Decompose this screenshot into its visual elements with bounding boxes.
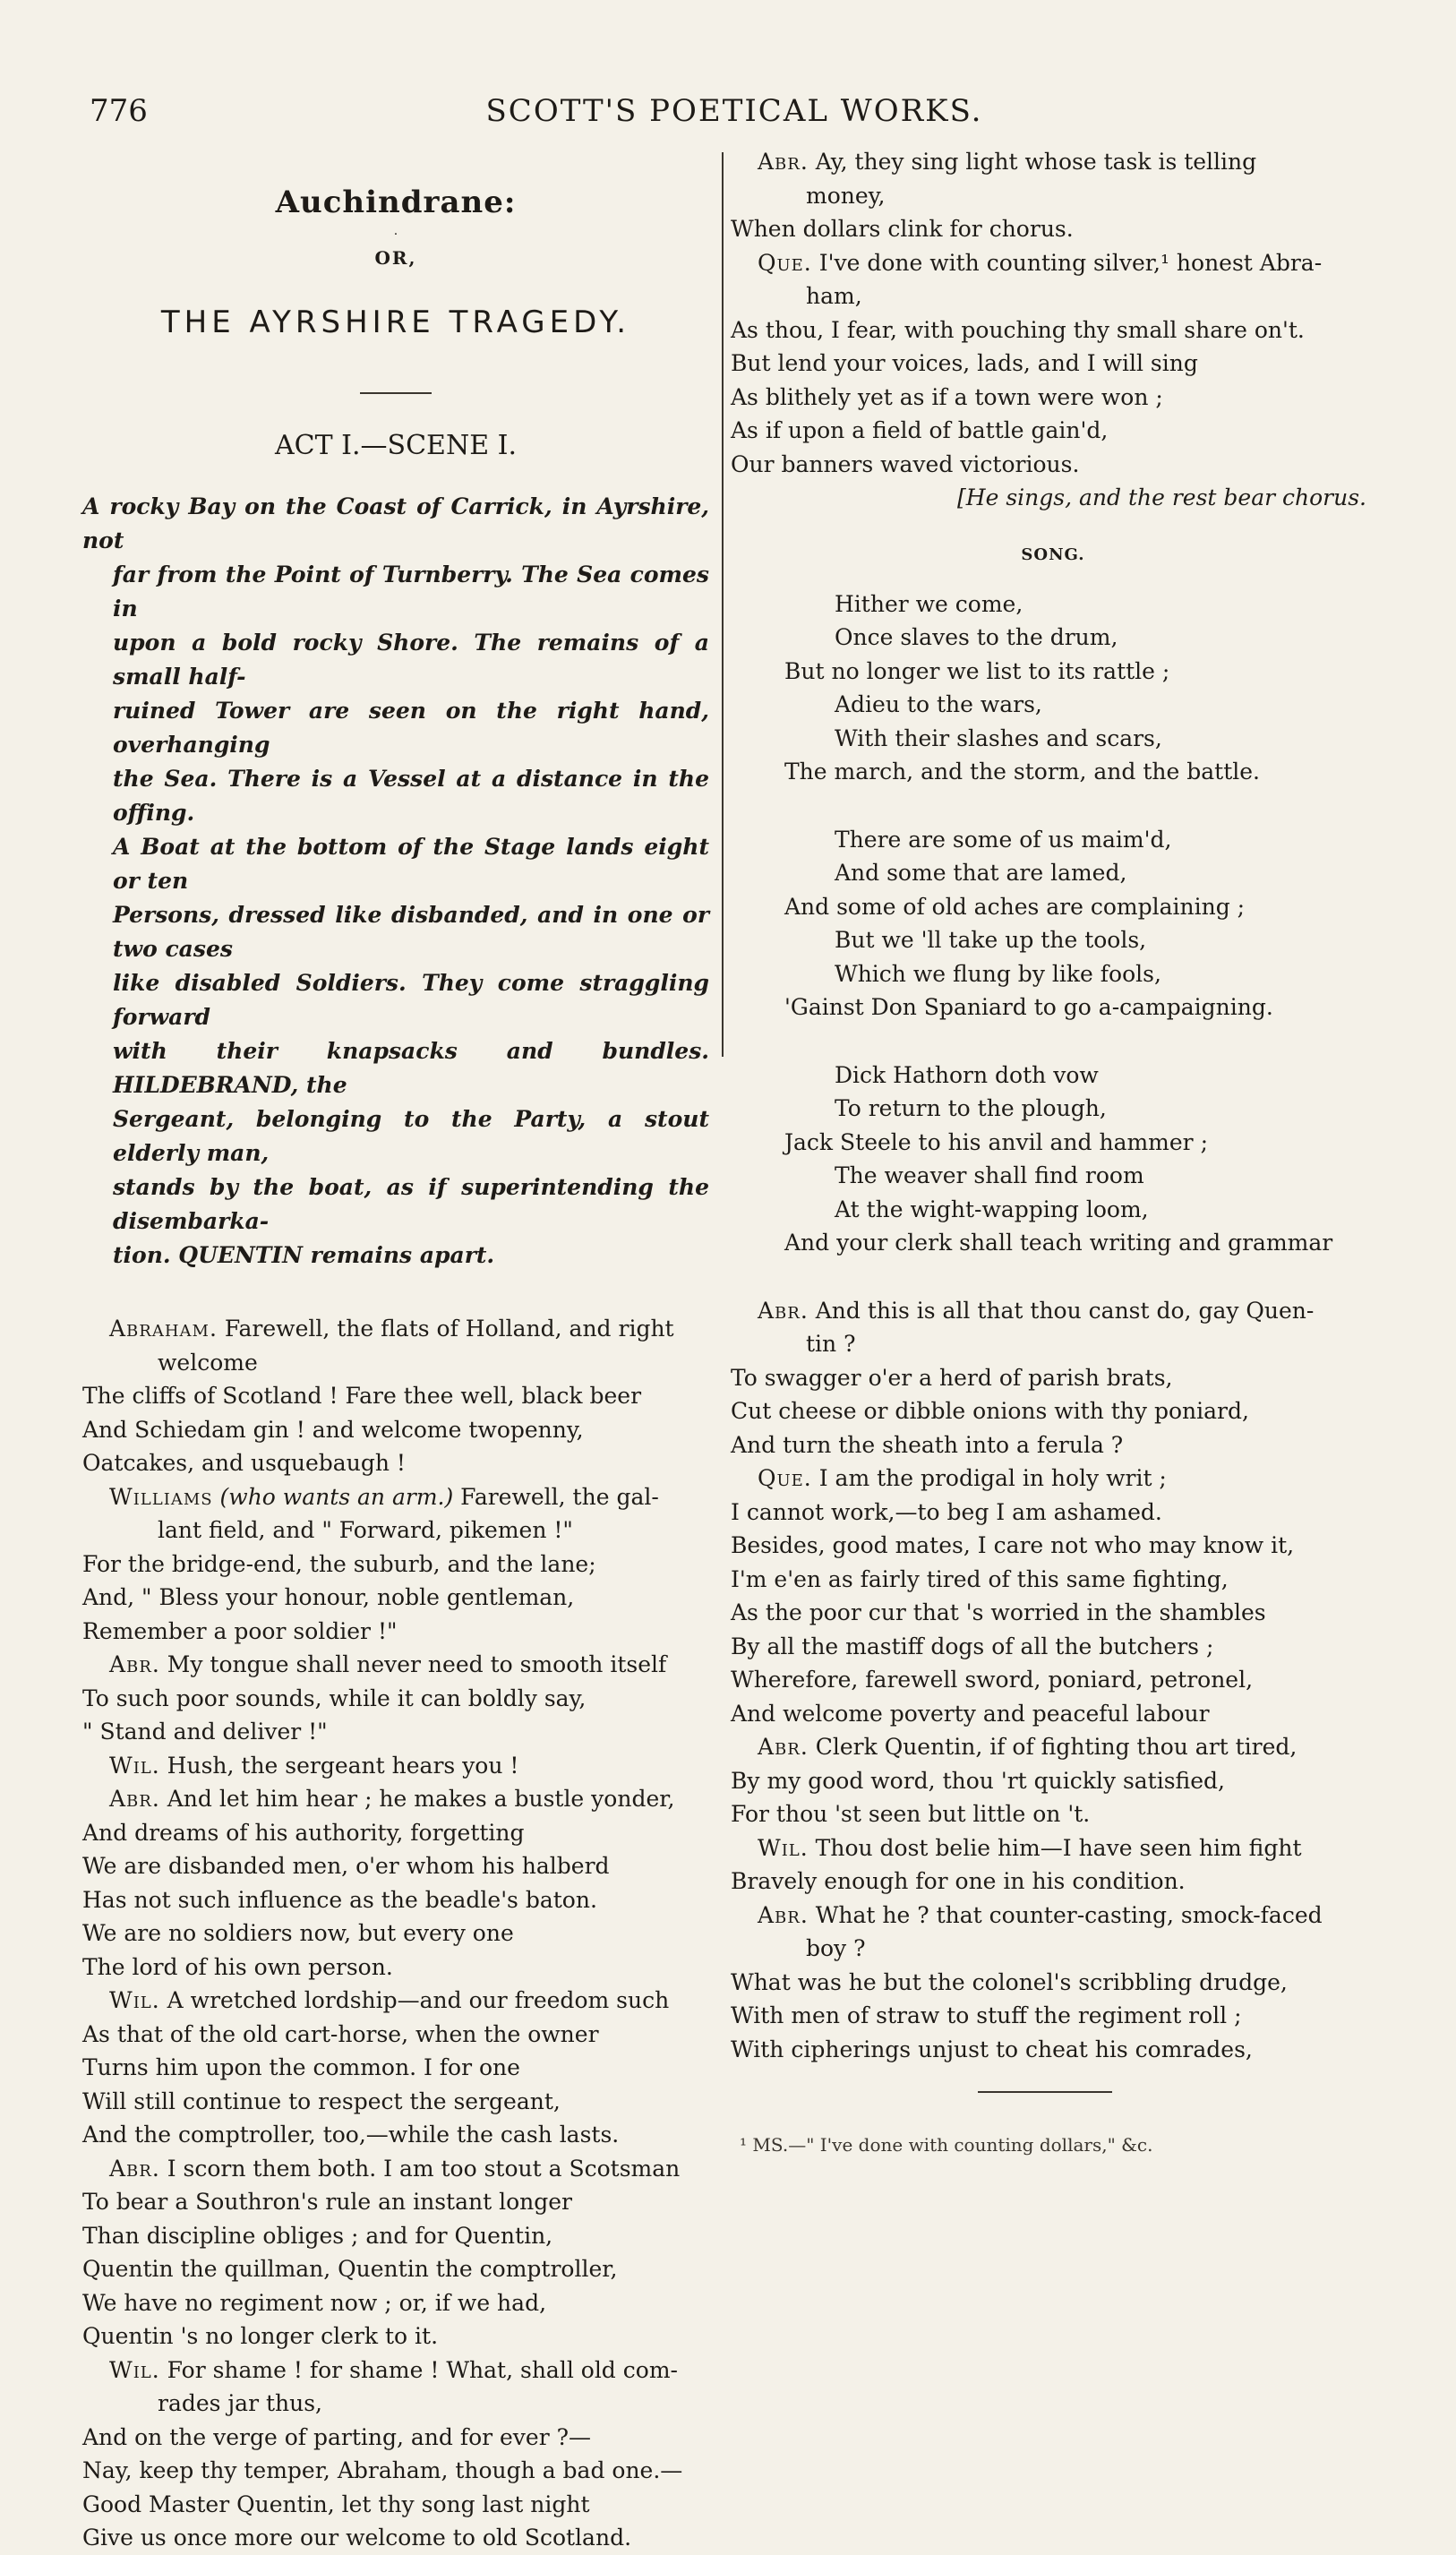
verse-line [82, 2252, 709, 2286]
song-verse: And your clerk shall teach writing and grammar [784, 1230, 1333, 1256]
stage-direction-line: with their knapsacks and bundles. HILDEBRAND, the [113, 1038, 709, 1098]
line-text: And let him hear ; he makes a bustle yonder, [159, 1786, 675, 1812]
verse-line [731, 1899, 1375, 1933]
song-verse: Adieu to the wars, [835, 691, 1042, 717]
verse-line [82, 2018, 709, 2052]
speaker-name: Abr. [109, 1651, 160, 1677]
line-text: money, [806, 182, 886, 209]
line-text: welcome [158, 1349, 258, 1376]
stage-aside: (who wants an arm.) [212, 1483, 454, 1510]
verse-line [731, 1999, 1375, 2033]
song-stanza [731, 587, 1375, 789]
left-column [82, 145, 709, 2555]
verse-line [82, 1916, 709, 1951]
song-heading: SONG. [1021, 544, 1085, 564]
stage-direction-line: tion. QUENTIN remains apart. [113, 1242, 495, 1268]
song-verse: And some that are lamed, [835, 860, 1127, 886]
line-text: Give us once more our welcome to old Scotland. [82, 2525, 632, 2551]
stage-direction-line: far from the Point of Turnberry. The Sea comes in [113, 562, 709, 622]
stage-direction-line: upon a bold rocky Shore. The remains of a small half- [113, 630, 709, 690]
title-rule [360, 392, 432, 394]
verse-line [731, 1831, 1375, 1865]
verse-line [731, 1462, 1375, 1496]
line-text: ham, [806, 283, 862, 309]
verse-line [82, 1782, 709, 1816]
verse-line [82, 2454, 709, 2488]
song [731, 587, 1375, 1260]
verse-line [731, 1529, 1375, 1563]
line-text: I cannot work,—to beg I am ashamed. [731, 1498, 1162, 1525]
verse-line [731, 1966, 1375, 2000]
line-text: By my good word, thou 'rt quickly satisfied, [731, 1767, 1225, 1794]
line-text: Turns him upon the common. I for one [82, 2054, 520, 2080]
page-header [90, 93, 1379, 138]
speaker-name: Abr. [758, 149, 809, 175]
line-text: Our banners waved victorious. [731, 450, 1080, 477]
line-text: Thou dost belie him—I have seen him fight [808, 1834, 1302, 1861]
line-text: And Schiedam gin ! and welcome twopenny, [82, 1416, 584, 1443]
line-text: Farewell, the flats of Holland, and right [217, 1316, 674, 1342]
title-ornament: · [393, 227, 398, 242]
footnote: ¹ MS.—" I've done with counting dollars," &c. [740, 2134, 1153, 2156]
line-text: But lend your voices, lads, and I will sing [731, 350, 1198, 376]
dialogue-right-top [731, 145, 1375, 481]
line-text: For thou 'st seen but little on 't. [731, 1801, 1091, 1827]
dialogue-left [82, 1312, 709, 2555]
verse-line [731, 1697, 1375, 1731]
speaker-name: Wil. [758, 1834, 809, 1861]
verse-line [731, 313, 1375, 347]
play-subtitle: THE AYRSHIRE TRAGEDY. [160, 304, 631, 340]
verse-line [82, 2118, 709, 2152]
speaker-name: Abr. [109, 2155, 160, 2182]
stage-direction-line: Persons, dressed like disbanded, and in one or two cases [113, 902, 709, 962]
verse-line [731, 1663, 1375, 1697]
verse-line [731, 179, 1375, 213]
song-stanza [731, 823, 1375, 1025]
line-text: When dollars clink for chorus. [731, 216, 1074, 242]
song-verse: Hither we come, [835, 590, 1023, 617]
line-text: To bear a Southron's rule an instant longer [82, 2189, 572, 2215]
line-text: We are no soldiers now, but every one [82, 1920, 514, 1946]
line-text: boy ? [806, 1935, 866, 1961]
line-text: I've done with counting silver,¹ honest Abra- [811, 249, 1323, 276]
verse-line [731, 2033, 1375, 2067]
line-text: As if upon a field of battle gain'd, [731, 417, 1109, 443]
line-text: To swagger o'er a herd of parish brats, [731, 1364, 1173, 1391]
line-text: And on the verge of parting, and for ever ?— [82, 2423, 592, 2450]
verse-line [731, 212, 1375, 246]
verse-line [82, 2387, 709, 2421]
verse-line [731, 1394, 1375, 1428]
speaker-name: Wil. [109, 2356, 160, 2383]
speaker-name: Que. [758, 249, 812, 276]
verse-line [82, 2488, 709, 2522]
line-text: As the poor cur that 's worried in the shambles [731, 1599, 1266, 1625]
verse-line [82, 2085, 709, 2119]
song-verse: Which we flung by like fools, [835, 960, 1161, 987]
verse-line [82, 1682, 709, 1716]
verse-line [731, 279, 1375, 313]
stage-direction-line: A rocky Bay on the Coast of Carrick, in Ayrshire, not [82, 493, 709, 553]
verse-line [731, 1563, 1375, 1597]
line-text: And turn the sheath into a ferula ? [731, 1431, 1124, 1458]
verse-line [82, 1648, 709, 1682]
line-text: Will still continue to respect the sergeant, [82, 2088, 561, 2114]
line-text: The lord of his own person. [82, 1953, 393, 1980]
verse-line [731, 1496, 1375, 1530]
line-text: I'm e'en as fairly tired of this same fighting, [731, 1565, 1229, 1592]
speaker-name: Wil. [109, 1752, 160, 1779]
verse-line [82, 1749, 709, 1783]
speaker-name: Abr. [758, 1901, 809, 1928]
song-verse: But no longer we list to its rattle ; [784, 657, 1170, 684]
song-verse: There are some of us maim'd, [835, 826, 1172, 853]
verse-line [731, 381, 1375, 415]
verse-line [82, 1951, 709, 1985]
verse-line [731, 1932, 1375, 1966]
verse-line [731, 1428, 1375, 1462]
line-text: And dreams of his authority, forgetting [82, 1819, 525, 1846]
line-text: As blithely yet as if a town were won ; [731, 383, 1163, 410]
line-text: My tongue shall never need to smooth itself [159, 1651, 667, 1677]
song-verse: Dick Hathorn doth vow [835, 1061, 1099, 1088]
line-text: Farewell, the gal- [453, 1483, 659, 1510]
verse-line [82, 2051, 709, 2085]
line-text: Quentin 's no longer clerk to it. [82, 2323, 439, 2349]
running-head: SCOTT'S POETICAL WORKS. [485, 93, 983, 129]
speaker-name: Abraham. [109, 1316, 218, 1342]
verse-line [82, 1615, 709, 1649]
verse-line [82, 1346, 709, 1380]
line-text: " Stand and deliver !" [82, 1719, 328, 1745]
speaker-name: Williams [109, 1483, 213, 1510]
line-text: Remember a poor soldier !" [82, 1617, 398, 1644]
line-text: Besides, good mates, I care not who may know it, [731, 1532, 1295, 1558]
line-text: By all the mastiff dogs of all the butchers ; [731, 1633, 1214, 1659]
line-text: As thou, I fear, with pouching thy small share on't. [731, 316, 1305, 343]
title-or: OR, [374, 247, 417, 269]
verse-line [731, 1865, 1375, 1899]
line-text: Bravely enough for one in his condition. [731, 1868, 1186, 1894]
line-text: Wherefore, farewell sword, poniard, petronel, [731, 1667, 1254, 1693]
stage-direction [82, 490, 709, 1273]
verse-line [82, 2521, 709, 2555]
verse-line [731, 1764, 1375, 1798]
verse-line [82, 1413, 709, 1447]
line-text: What was he but the colonel's scribbling drudge, [731, 1968, 1288, 1995]
line-text: Cut cheese or dibble onions with thy poniard, [731, 1398, 1249, 1424]
song-verse: And some of old aches are complaining ; [784, 893, 1246, 920]
line-text: Hush, the sergeant hears you ! [159, 1752, 519, 1779]
verse-line [731, 448, 1375, 482]
line-text: Clerk Quentin, if of fighting thou art tired, [808, 1734, 1298, 1760]
verse-line [82, 1548, 709, 1582]
line-text: With men of straw to stuff the regiment roll ; [731, 2002, 1242, 2028]
verse-line [731, 1361, 1375, 1395]
line-text: Ay, they sing light whose task is telling [808, 149, 1257, 175]
verse-line [82, 2421, 709, 2455]
verse-line [82, 1715, 709, 1749]
line-text: We have no regiment now ; or, if we had, [82, 2289, 547, 2316]
verse-line [731, 1730, 1375, 1764]
verse-line [731, 1630, 1375, 1664]
stage-direction-line: like disabled Soldiers. They come straggling forward [113, 970, 709, 1030]
line-text: And, " Bless your honour, noble gentleman, [82, 1584, 575, 1610]
verse-line [731, 1797, 1375, 1831]
verse-line [82, 1984, 709, 2018]
verse-line [731, 414, 1375, 448]
verse-line [82, 2354, 709, 2388]
right-column [731, 145, 1375, 2156]
line-text: lant field, and " Forward, pikemen !" [158, 1517, 573, 1543]
line-text: For shame ! for shame ! What, shall old com- [159, 2356, 678, 2383]
song-verse: With their slashes and scars, [835, 724, 1162, 751]
line-text: Than discipline obliges ; and for Quentin, [82, 2222, 553, 2249]
line-text: For the bridge-end, the suburb, and the lane; [82, 1550, 596, 1577]
line-text: I scorn them both. I am too stout a Scotsman [159, 2155, 681, 2182]
verse-line [82, 2185, 709, 2219]
verse-line [731, 145, 1375, 179]
verse-line [731, 1327, 1375, 1361]
verse-line [731, 246, 1375, 280]
speaker-name: Abr. [758, 1297, 809, 1324]
line-text: We are disbanded men, o'er whom his halberd [82, 1853, 610, 1879]
stage-direction-line: ruined Tower are seen on the right hand, overhanging [113, 698, 709, 758]
line-text: And the comptroller, too,—while the cash lasts. [82, 2122, 620, 2148]
line-text: A wretched lordship—and our freedom such [159, 1987, 670, 2013]
line-text: To such poor sounds, while it can boldly say, [82, 1685, 587, 1711]
verse-line [82, 1513, 709, 1548]
act-heading: ACT I.—SCENE I. [274, 430, 518, 461]
line-text: As that of the old cart-horse, when the owner [82, 2020, 599, 2047]
verse-line [82, 1849, 709, 1883]
song-verse: 'Gainst Don Spaniard to go a-campaigning. [784, 994, 1273, 1020]
song-verse: To return to the plough, [835, 1095, 1107, 1121]
line-text: Nay, keep thy temper, Abraham, though a bad one.— [82, 2457, 683, 2483]
footnote-rule [978, 2091, 1112, 2093]
song-verse: But we 'll take up the tools, [835, 927, 1147, 953]
line-text: Quentin the quillman, Quentin the comptroller, [82, 2256, 618, 2282]
song-stage-direction: [He sings, and the rest bear chorus. [957, 484, 1366, 510]
line-text: Has not such influence as the beadle's baton. [82, 1886, 597, 1913]
song-verse: The march, and the storm, and the battle. [784, 759, 1260, 785]
line-text: What he ? that counter-casting, smock-faced [808, 1901, 1323, 1928]
column-divider [722, 152, 724, 1057]
song-verse: Once slaves to the drum, [835, 624, 1118, 650]
page-number: 776 [90, 93, 148, 129]
line-text: And welcome poverty and peaceful labour [731, 1700, 1210, 1727]
line-text: And this is all that thou canst do, gay Quen- [808, 1297, 1315, 1324]
line-text: I am the prodigal in holy writ ; [811, 1465, 1167, 1491]
verse-line [82, 1312, 709, 1346]
stage-direction-line: the Sea. There is a Vessel at a distance in the offing. [113, 766, 709, 826]
verse-line [82, 2319, 709, 2354]
song-stanza [731, 1059, 1375, 1260]
song-verse: The weaver shall find room [835, 1162, 1144, 1188]
verse-line [731, 347, 1375, 381]
speaker-name: Wil. [109, 1987, 160, 2013]
line-text: Good Master Quentin, let thy song last night [82, 2491, 590, 2517]
speaker-name: Abr. [109, 1786, 160, 1812]
dialogue-right-bottom [731, 1294, 1375, 2067]
song-verse: At the wight-wapping loom, [835, 1196, 1149, 1222]
stage-direction-line: A Boat at the bottom of the Stage lands eight or ten [113, 834, 709, 894]
line-text: tin ? [806, 1331, 856, 1357]
play-title: Auchindrane: [275, 184, 517, 220]
verse-line [82, 2286, 709, 2320]
verse-line [82, 1883, 709, 1917]
stage-direction-line: stands by the boat, as if superintending the disembarka- [113, 1174, 709, 1234]
verse-line [82, 1581, 709, 1615]
stage-direction-line: Sergeant, belonging to the Party, a stout elderly man, [113, 1106, 709, 1166]
speaker-name: Abr. [758, 1734, 809, 1760]
song-verse: Jack Steele to his anvil and hammer ; [784, 1128, 1208, 1155]
verse-line [82, 2219, 709, 2253]
line-text: Oatcakes, and usquebaugh ! [82, 1450, 406, 1476]
verse-line [82, 1816, 709, 1850]
verse-line [82, 2152, 709, 2186]
verse-line [731, 1596, 1375, 1630]
line-text: The cliffs of Scotland ! Fare thee well, black beer [82, 1383, 642, 1409]
verse-line [731, 1294, 1375, 1328]
speaker-name: Que. [758, 1465, 812, 1491]
line-text: rades jar thus, [158, 2390, 323, 2416]
verse-line [82, 1379, 709, 1413]
verse-line [82, 1480, 709, 1514]
line-text: With cipherings unjust to cheat his comrades, [731, 2036, 1253, 2062]
verse-line [82, 1446, 709, 1480]
